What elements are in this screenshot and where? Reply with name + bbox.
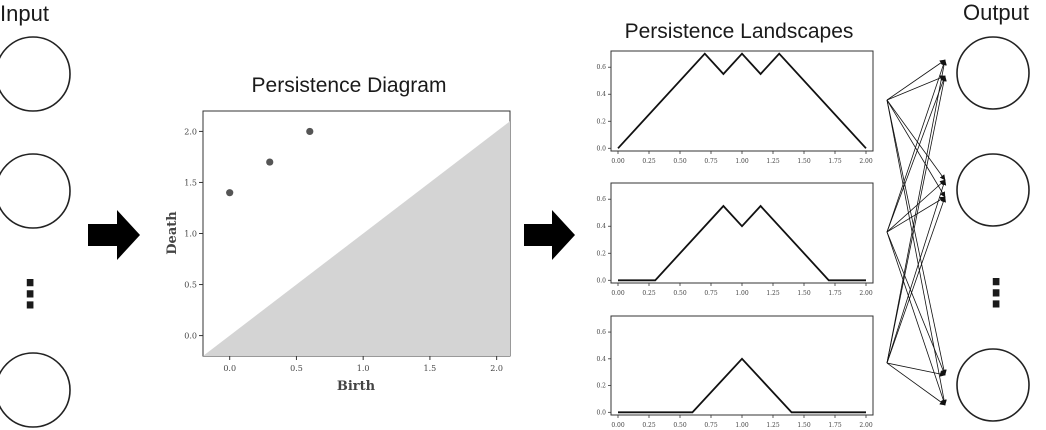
pd-point: [306, 128, 313, 135]
landscape-x-tick-label: 0.00: [611, 158, 625, 165]
landscape-y-tick-label: 0.0: [596, 409, 606, 417]
landscape-x-tick-label: 1.25: [766, 290, 780, 297]
landscape-frame: [611, 51, 873, 151]
landscape-plot: [596, 183, 873, 297]
landscape-x-tick-label: 0.50: [673, 422, 687, 429]
landscape-x-tick-label: 1.00: [735, 290, 749, 297]
landscape-frame: [611, 316, 873, 415]
fully-connected-arrows: [887, 60, 945, 405]
input-ellipsis: ⋮: [11, 274, 49, 316]
landscape-x-tick-label: 0.75: [704, 158, 718, 165]
block-arrow-right-icon: [88, 210, 140, 260]
landscape-x-tick-label: 1.00: [735, 158, 749, 165]
landscape-y-tick-label: 0.0: [596, 277, 606, 285]
landscape-x-tick-label: 2.00: [859, 422, 873, 429]
landscape-y-tick-label: 0.2: [596, 382, 606, 390]
landscape-x-tick-label: 0.75: [704, 290, 718, 297]
landscape-frame: [611, 183, 873, 283]
connection-arrow: [887, 197, 945, 232]
input-node: [0, 154, 70, 228]
pd-x-tick-label: 1.5: [423, 364, 437, 373]
input-node: [0, 37, 70, 111]
pd-y-tick-label: 0.0: [184, 331, 197, 341]
landscape-plot: [596, 51, 873, 165]
landscape-x-tick-label: 0.25: [642, 158, 656, 165]
landscape-plot: [596, 316, 873, 429]
output-label: Output: [962, 0, 1030, 25]
landscape-x-tick-label: 1.25: [766, 422, 780, 429]
landscape-y-tick-label: 0.4: [596, 91, 606, 99]
output-node: [957, 349, 1029, 421]
landscape-y-tick-label: 0.4: [596, 355, 606, 363]
pd-y-tick-label: 1.5: [184, 178, 197, 188]
output-ellipsis: ⋮: [977, 273, 1015, 315]
landscape-x-tick-label: 0.00: [611, 422, 625, 429]
connection-arrow: [887, 100, 945, 375]
output-node: [957, 154, 1029, 226]
landscape-x-tick-label: 0.75: [704, 422, 718, 429]
landscape-x-tick-label: 1.00: [735, 422, 749, 429]
landscape-y-tick-label: 0.2: [596, 250, 606, 258]
landscape-y-tick-label: 0.4: [596, 223, 606, 231]
landscape-y-tick-label: 0.6: [596, 64, 606, 72]
landscape-x-tick-label: 2.00: [859, 290, 873, 297]
landscape-y-tick-label: 0.0: [596, 145, 606, 153]
landscape-x-tick-label: 0.25: [642, 290, 656, 297]
pd-point: [266, 158, 273, 165]
landscape-x-tick-label: 0.25: [642, 422, 656, 429]
input-node: [0, 353, 70, 427]
persistence-diagram-chart: [165, 74, 510, 394]
landscape-x-tick-label: 1.50: [797, 290, 811, 297]
pd-y-tick-label: 0.5: [184, 280, 197, 290]
block-arrow-right-icon: [524, 210, 575, 260]
pd-title: Persistence Diagram: [251, 74, 447, 97]
landscape-x-tick-label: 1.25: [766, 158, 780, 165]
landscape-x-tick-label: 1.75: [828, 290, 842, 297]
output-layer: [957, 0, 1029, 421]
pl-title: Persistence Landscapes: [624, 20, 854, 43]
pd-x-tick-label: 1.0: [356, 364, 370, 373]
pd-y-tick-label: 2.0: [184, 127, 197, 137]
landscape-x-tick-label: 1.50: [797, 158, 811, 165]
landscape-x-tick-label: 0.50: [673, 158, 687, 165]
landscape-x-tick-label: 1.50: [797, 422, 811, 429]
landscape-y-tick-label: 0.2: [596, 118, 606, 126]
pd-ylabel: Death: [165, 211, 180, 255]
persistence-landscapes-panel: [596, 20, 873, 429]
output-node: [957, 37, 1029, 109]
landscape-y-tick-label: 0.6: [596, 196, 606, 204]
landscape-x-tick-label: 2.00: [859, 158, 873, 165]
input-layer: [0, 1, 70, 427]
landscape-x-tick-label: 1.75: [828, 422, 842, 429]
pd-x-tick-label: 0.5: [290, 364, 303, 373]
landscape-x-tick-label: 0.50: [673, 290, 687, 297]
pd-x-tick-label: 2.0: [490, 364, 504, 373]
landscape-x-tick-label: 1.75: [828, 158, 842, 165]
landscape-y-tick-label: 0.6: [596, 329, 606, 337]
connection-arrow: [887, 76, 945, 363]
pd-point: [226, 189, 233, 196]
input-label: Input: [0, 1, 49, 26]
connection-arrow: [887, 100, 945, 197]
connection-arrow: [887, 197, 945, 363]
landscape-x-tick-label: 0.00: [611, 290, 625, 297]
pd-xlabel: Birth: [336, 379, 376, 394]
pd-x-tick-label: 0.0: [223, 364, 237, 373]
pd-y-tick-label: 1.0: [184, 229, 197, 239]
